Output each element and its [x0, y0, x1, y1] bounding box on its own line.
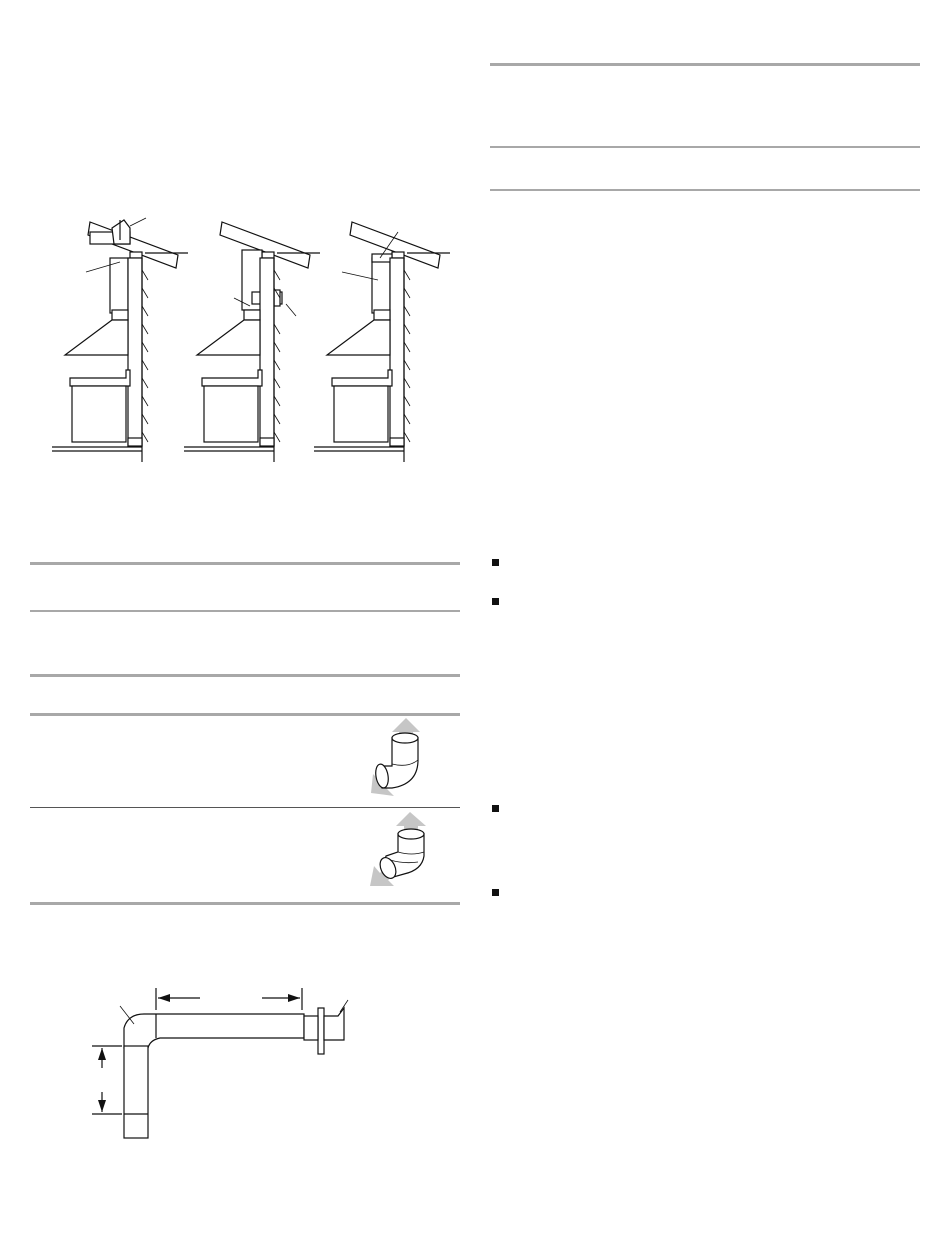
elbow-table-top-rule: [30, 713, 460, 716]
wall-vent-drawing: [184, 222, 320, 462]
table-top-rule: [30, 562, 460, 565]
bullet-3: [492, 805, 499, 812]
bullet-1: [492, 559, 499, 566]
right-table-row-rule: [490, 146, 920, 148]
elbow-90-icon: [368, 718, 428, 796]
bullet-4: [492, 889, 499, 896]
bullet-2: [492, 598, 499, 605]
right-table-bottom-rule: [490, 189, 920, 191]
duct-run-figure: [80, 988, 380, 1148]
elbow-table-bottom-rule: [30, 902, 460, 905]
right-table-top-rule: [490, 63, 920, 66]
roof-vent-drawing: [52, 218, 188, 462]
elbow-table-row-rule: [30, 807, 460, 808]
venting-methods-figure: [50, 210, 450, 470]
elbow-45-icon: [368, 812, 432, 890]
eave-vent-drawing: [314, 222, 450, 462]
table-row-rule: [30, 610, 460, 612]
table-bottom-rule: [30, 674, 460, 677]
